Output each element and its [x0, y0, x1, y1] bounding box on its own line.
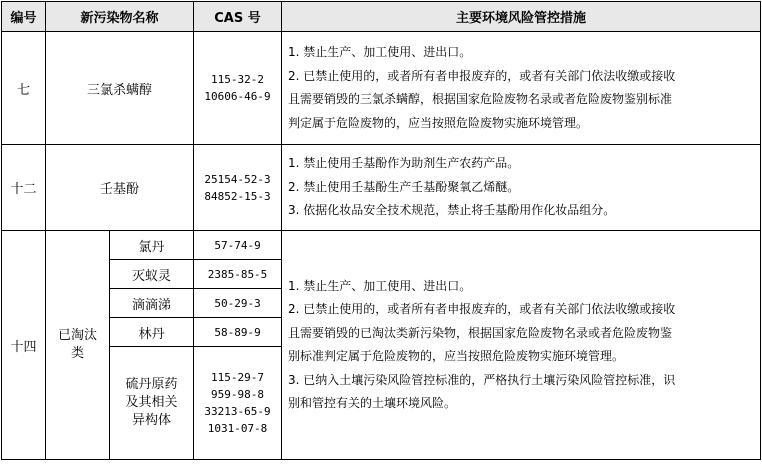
measures-cell: [282, 231, 761, 460]
row-id: 十四: [2, 231, 46, 460]
sub-pollutant-name: 氯丹: [110, 231, 194, 260]
cas-number: 115-29-7 959-98-8 33213-65-9 1031-07-8: [194, 347, 282, 460]
cas-number: 58-89-9: [194, 318, 282, 347]
cas-number: 50-29-3: [194, 289, 282, 318]
table-grid: [1, 1, 761, 460]
sub-pollutant-name: 林丹: [110, 318, 194, 347]
measure-line: 别和管控有关的土壤环境风险。: [288, 396, 457, 410]
measures-cell: [282, 32, 761, 145]
measure-line: 且需要销毁的已淘汰类新污染物，根据国家危险废物名录或者危险废物鉴: [288, 325, 673, 340]
measure-line: 2. 禁止使用壬基酚生产壬基酚聚氧乙烯醚。: [288, 179, 520, 194]
row-id: 七: [2, 32, 46, 145]
pollutant-name: 壬基酚: [46, 145, 194, 231]
measure-line: 且需要销毁的三氯杀螨醇，根据国家危险废物名录或者危险废物鉴别标准: [288, 92, 673, 106]
table-row: [2, 32, 761, 145]
cas-number: 25154-52-3 84852-15-3: [194, 145, 282, 231]
measure-line: 3. 已纳入土壤污染风险管控标准的，严格执行土壤污染风险管控标准，识: [288, 372, 676, 387]
pollutant-category: 已淘汰类: [46, 231, 110, 460]
cas-number: 2385-85-5: [194, 260, 282, 289]
pollutant-control-table: [1, 1, 760, 468]
header-row: [2, 2, 761, 32]
pollutant-name: 三氯杀螨醇: [46, 32, 194, 145]
header-measures: 主要环境风险管控措施: [282, 2, 761, 32]
measure-line: 2. 已禁止使用的，或者所有者申报废弃的，或者有关部门依法收缴或接收: [288, 302, 676, 316]
sub-pollutant-name: 硫丹原药 及其相关 异构体: [110, 347, 194, 460]
sub-pollutant-name: 滴滴涕: [110, 289, 194, 318]
header-cas: CAS 号: [194, 2, 282, 32]
measure-line: 1. 禁止使用壬基酚作为助剂生产农药产品。: [288, 156, 520, 171]
measure-line: 别标准判定属于危险废物的，应当按照危险废物实施环境管理。: [288, 349, 625, 363]
row-id: 十二: [2, 145, 46, 231]
measure-line: 3. 依据化妆品安全技术规范，禁止将壬基酚用作化妆品组分。: [288, 203, 616, 218]
cas-number: 115-32-2 10606-46-9: [194, 32, 282, 145]
cas-number: 57-74-9: [194, 231, 282, 260]
table-row: [2, 231, 761, 260]
table-row: [2, 145, 761, 231]
header-id: 编号: [2, 2, 46, 32]
measures-cell: [282, 145, 761, 231]
measure-line: 2. 已禁止使用的，或者所有者申报废弃的，或者有关部门依法收缴或接收: [288, 68, 676, 83]
measure-line: 判定属于危险废物的，应当按照危险废物实施环境管理。: [288, 115, 589, 130]
measure-line: 1. 禁止生产、加工使用、进出口。: [288, 278, 472, 293]
sub-pollutant-name: 灭蚁灵: [110, 260, 194, 289]
header-name: 新污染物名称: [46, 2, 194, 32]
measure-line: 1. 禁止生产、加工使用、进出口。: [288, 45, 472, 59]
